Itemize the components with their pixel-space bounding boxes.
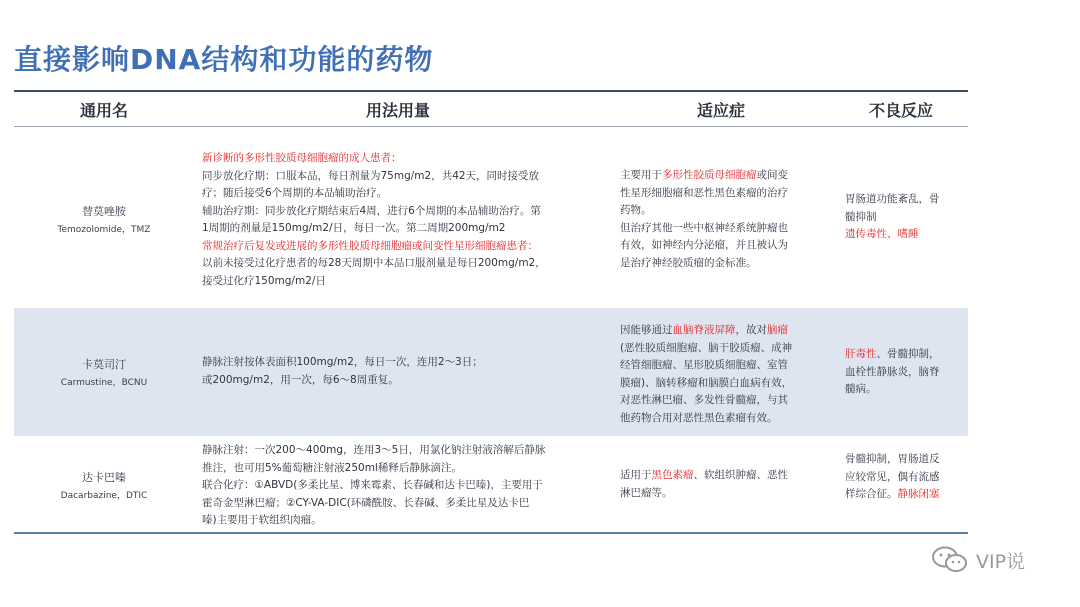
highlight-text: 遗传毒性、嗜睡	[845, 228, 919, 240]
cell-line	[845, 469, 975, 487]
cell-line	[845, 191, 975, 209]
cell-text: 或间变	[756, 169, 788, 181]
cell-line	[202, 442, 622, 460]
header-generic-name: 通用名	[79, 101, 128, 120]
cell-text: 淋巴瘤等。	[620, 486, 673, 499]
cell-text: 主要用于	[620, 169, 662, 181]
cell-text: 性星形细胞瘤和恶性黑色素瘤的治疗	[620, 186, 788, 199]
indication-cell	[620, 467, 835, 502]
cell-text: 因能够通过	[620, 324, 673, 336]
cell-line	[620, 237, 835, 255]
table-bottom-rule	[14, 532, 968, 534]
cell-line	[620, 322, 835, 340]
highlight-text: 肝毒性	[845, 348, 877, 360]
cell-line	[620, 340, 835, 358]
highlight-text: 血脑脊液屏障	[672, 324, 736, 336]
cell-line	[202, 372, 622, 390]
cell-line	[845, 209, 975, 227]
cell-text: 他药物合用对恶性黑色素瘤有效。	[620, 411, 778, 424]
adverse-cell	[845, 346, 975, 399]
generic-name-cell	[14, 356, 194, 388]
header-indication: 适应症	[696, 101, 745, 120]
table-row	[14, 308, 968, 436]
cell-text: 推注，也可用5%葡萄糖注射液250ml稀释后静脉滴注。	[202, 461, 462, 474]
cell-line	[202, 150, 622, 168]
cell-text: 、软组织肿瘤、恶性	[693, 469, 788, 481]
cell-line	[202, 168, 622, 186]
cell-text: 骨髓抑制，胃肠道反	[845, 453, 940, 465]
cell-text: 应较常见，偶有流感	[845, 470, 940, 483]
cell-text: 药物。	[620, 204, 652, 216]
header-usage: 用法用量	[365, 101, 430, 120]
page-title: 直接影响DNA结构和功能的药物	[14, 43, 434, 76]
header-rule	[14, 126, 968, 127]
table-row	[14, 436, 968, 532]
highlight-text: 新诊断的多形性胶质母细胞瘤的成人患者：	[202, 152, 402, 164]
cell-text: 髓病。	[845, 383, 877, 395]
cell-text: 1周期的剂量是150mg/m2/日，每日一次。第二周期200mg/m2	[202, 222, 506, 234]
highlight-text: 黑色素瘤	[651, 469, 694, 481]
cell-line	[202, 460, 622, 478]
cell-line	[845, 486, 975, 504]
usage-cell	[202, 442, 622, 530]
cell-text: 血栓性静脉炎，脑脊	[845, 365, 940, 378]
cell-text: 膜瘤)、脑转移瘤和脑膜白血病有效，	[620, 376, 793, 389]
cell-line	[202, 203, 622, 221]
cell-line	[620, 357, 835, 375]
cell-line	[202, 238, 622, 256]
watermark	[930, 545, 1025, 575]
cell-text: 髓抑制	[845, 210, 877, 223]
cell-line	[202, 354, 622, 372]
cell-line	[845, 381, 975, 399]
cell-text: 或200mg/m2，用一次，每6～8周重复。	[202, 373, 399, 386]
cell-line	[202, 477, 622, 495]
cell-text: ，故对	[735, 324, 767, 336]
cell-line	[202, 255, 622, 273]
adverse-cell	[845, 191, 975, 244]
cell-line	[202, 273, 622, 291]
cell-text: 接受过化疗150mg/m2/日	[202, 274, 326, 287]
cell-text: 适用于	[620, 469, 652, 481]
watermark-text: VIP说	[976, 550, 1026, 573]
usage-cell	[202, 150, 622, 290]
cell-text: 经管细胞瘤、星形胶质细胞瘤、室管	[620, 359, 788, 371]
indication-cell	[620, 322, 835, 427]
cell-line	[845, 226, 975, 244]
cell-text: 以前未接受过化疗患者的每28天周期中本品口服剂量是每日200mg/m2，	[202, 257, 546, 269]
highlight-text: 静脉闭塞	[897, 488, 940, 500]
adverse-cell	[845, 451, 975, 504]
cell-line	[620, 202, 835, 220]
cell-text: 但治疗其他一些中枢神经系统肿瘤也	[620, 221, 788, 234]
cell-text: 有效，如神经内分泌瘤，并且被认为	[620, 239, 788, 251]
cell-text: 静脉注射按体表面积100mg/m2，每日一次，连用2～3日；	[202, 356, 483, 368]
header-adverse: 不良反应	[868, 101, 933, 120]
generic-name-en: Carmustine，BCNU	[60, 378, 148, 388]
highlight-text: 常规治疗后复发或进展的多形性胶质母细胞瘤或间变性星形细胞瘤患者：	[202, 239, 538, 252]
cell-text: 静脉注射：一次200～400mg，连用3～5日，用氯化钠注射液溶解后静脉	[202, 444, 546, 456]
cell-text: 对恶性淋巴瘤、多发性骨髓瘤，与其	[620, 394, 788, 406]
cell-line	[620, 410, 835, 428]
table-top-rule	[14, 90, 968, 92]
cell-line	[845, 364, 975, 382]
cell-text: 联合化疗：①ABVD(多柔比星、博来霉素、长春碱和达卡巴嗪)，主要用于	[202, 479, 543, 491]
cell-line	[202, 495, 622, 513]
generic-name-cell	[14, 469, 194, 501]
cell-text: 样综合征。	[845, 488, 898, 500]
usage-cell	[202, 354, 622, 389]
generic-name-en: Temozolomide，TMZ	[57, 225, 151, 235]
cell-line	[620, 485, 835, 503]
cell-text: 嗪)主要用于软组织肉瘤。	[202, 514, 322, 526]
cell-line	[620, 185, 835, 203]
cell-text: 疗；随后接受6个周期的本品辅助治疗。	[202, 187, 388, 199]
highlight-text: 脑瘤	[767, 324, 788, 336]
wechat-icon	[930, 545, 970, 575]
cell-text: 、骨髓抑制，	[876, 348, 940, 360]
cell-text: 胃肠道功能紊乱，骨	[845, 193, 940, 205]
generic-name-cn: 替莫唑胺	[82, 205, 126, 218]
cell-line	[620, 255, 835, 273]
cell-line	[202, 185, 622, 203]
cell-text: 同步放化疗期：口服本品，每日剂量为75mg/m2，共42天，同时接受放	[202, 169, 540, 182]
cell-line	[620, 220, 835, 238]
cell-text: 霍奇金型淋巴瘤；②CY-VA-DIC(环磷酰胺、长春碱、多柔比星及达卡巴	[202, 496, 530, 509]
cell-line	[845, 451, 975, 469]
cell-line	[845, 346, 975, 364]
generic-name-cell	[14, 203, 194, 235]
generic-name-cn: 达卡巴嗪	[82, 471, 126, 484]
cell-line	[620, 392, 835, 410]
cell-line	[202, 512, 622, 530]
indication-cell	[620, 167, 835, 272]
cell-line	[620, 375, 835, 393]
cell-line	[202, 220, 622, 238]
highlight-text: 多形性胶质母细胞瘤	[662, 169, 757, 181]
table-row	[14, 130, 968, 308]
cell-line	[620, 167, 835, 185]
generic-name-en: Dacarbazine，DTIC	[60, 491, 148, 501]
cell-text: 辅助治疗期：同步放化疗期结束后4周，进行6个周期的本品辅助治疗。第	[202, 204, 541, 217]
cell-text: (恶性胶质细胞瘤、脑干胶质瘤、成神	[620, 341, 793, 354]
cell-line	[620, 467, 835, 485]
generic-name-cn: 卡莫司汀	[82, 358, 126, 371]
cell-text: 是治疗神经胶质瘤的金标准。	[620, 256, 757, 269]
